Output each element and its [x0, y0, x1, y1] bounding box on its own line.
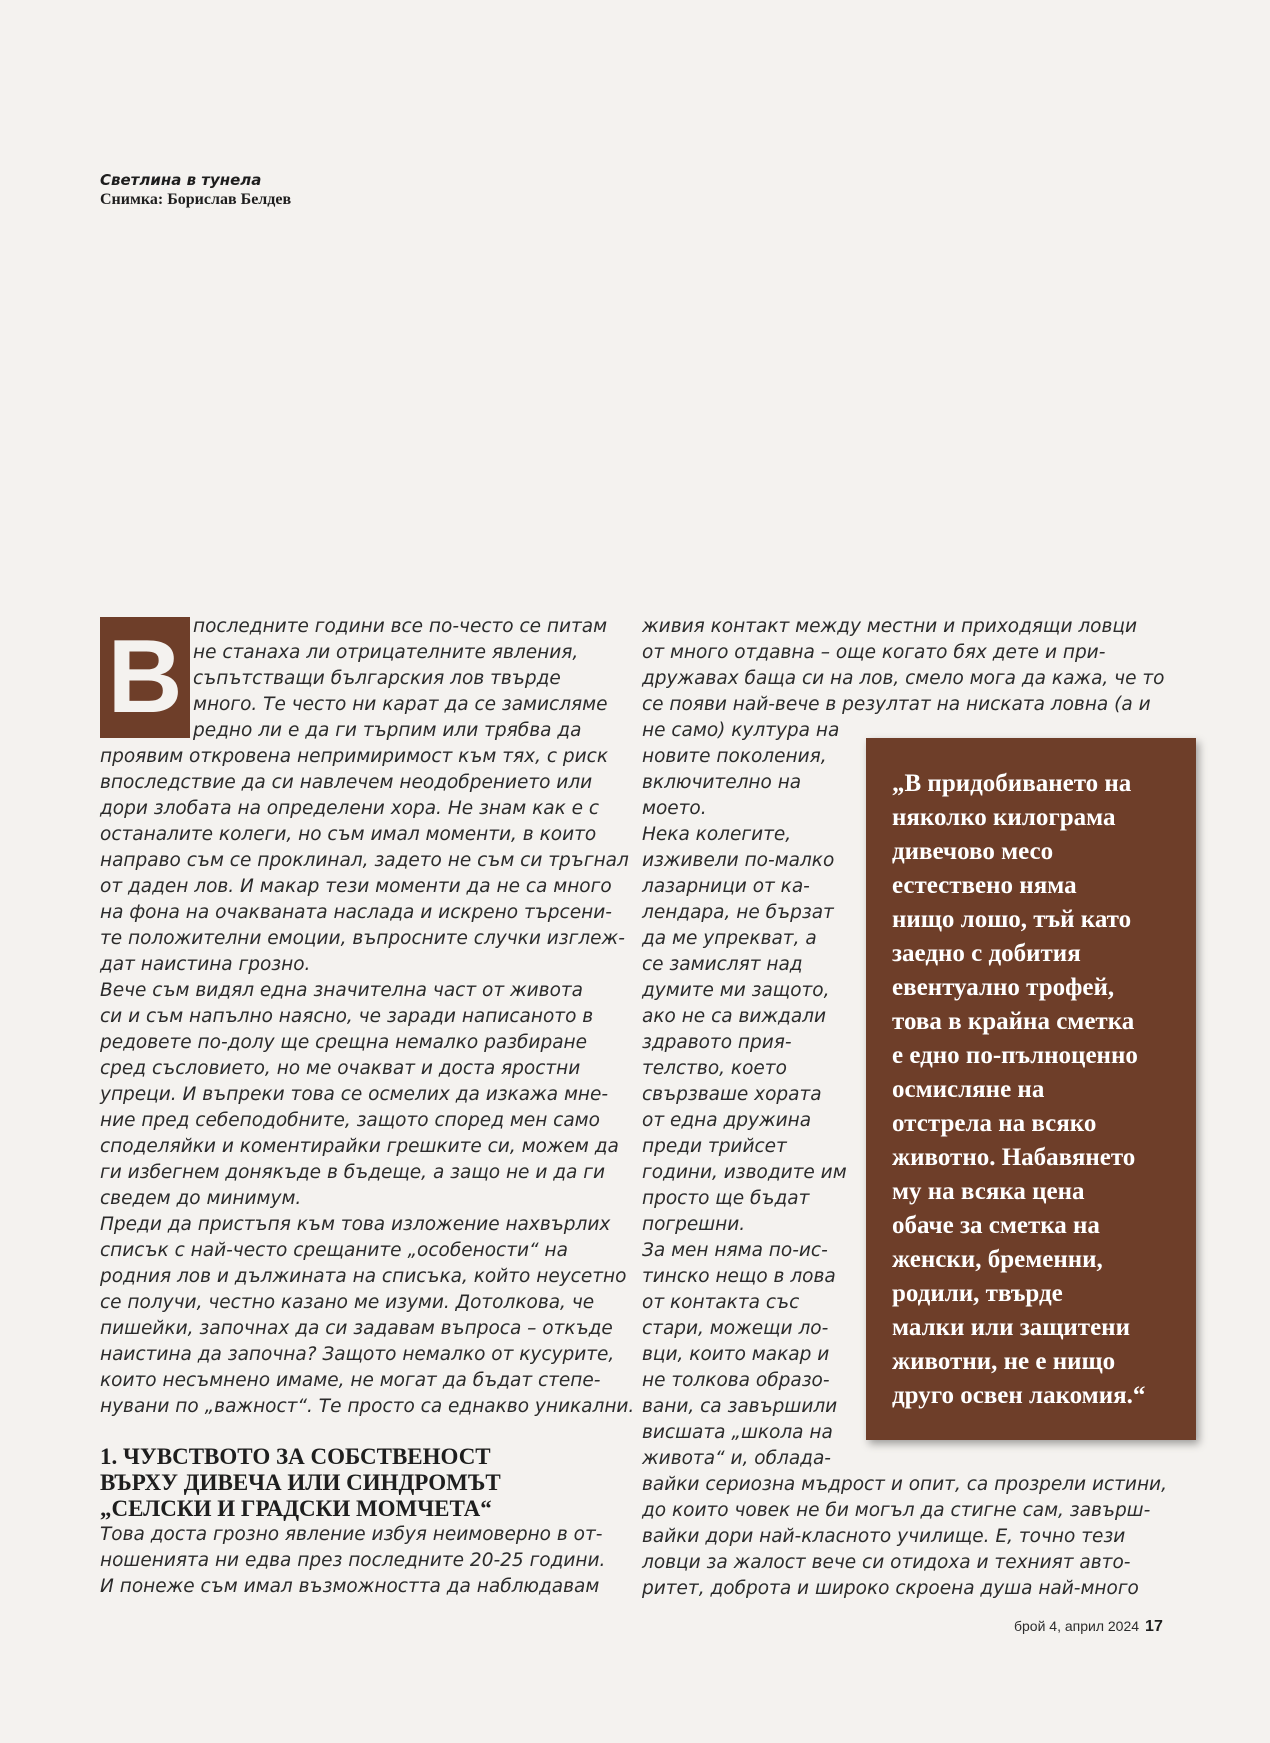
text-line: от контакта със — [642, 1292, 800, 1313]
text-line: родния лов и дължината на списъка, който неусетно — [100, 1266, 627, 1287]
quote-line: животно. Набавянето — [892, 1144, 1136, 1171]
pull-quote-text — [892, 767, 1145, 1413]
article-column-1 — [100, 614, 635, 1420]
text-line: моето. — [642, 798, 707, 819]
text-line: на фона на очакваната наслада и искрено търсени- — [100, 902, 612, 923]
text-line: погрешни. — [642, 1214, 746, 1235]
heading-line: 1. ЧУВСТВОТО ЗА СОБСТВЕНОСТ — [100, 1444, 491, 1469]
text-line: вайки сериозна мъдрост и опит, са прозрели истини, — [642, 1474, 1167, 1495]
text-line: вайки дори най-класното училище. Е, точно тези — [642, 1526, 1126, 1547]
quote-line: животни, не е нищо — [892, 1348, 1116, 1375]
text-line: живота“ и, облада- — [642, 1448, 831, 1469]
quote-line: заедно с добития — [892, 940, 1081, 967]
article-column-1-continued — [100, 1522, 620, 1600]
quote-line: естествено няма — [892, 872, 1077, 899]
text-line: от даден лов. И макар тези моменти да не са много — [100, 876, 612, 897]
text-line: вани, са завършили — [642, 1396, 838, 1417]
text-line: си и съм напълно наясно, че заради написаното в — [100, 1006, 594, 1027]
photo-caption — [100, 170, 291, 210]
text-line: думите ми защото, — [642, 980, 830, 1001]
quote-line: отстрела на всяко — [892, 1110, 1097, 1137]
quote-line: е едно по-пълноценно — [892, 1042, 1138, 1069]
text-line: списък с най-често срещаните „особености“ на — [100, 1240, 568, 1261]
text-line: живия контакт между местни и приходящи ловци — [642, 616, 1138, 637]
text-line: ако не са виждали — [642, 1006, 827, 1027]
text-line: се получи, честно казано ме изуми. Дотолкова, че — [100, 1292, 595, 1313]
page-number: 17 — [1145, 1618, 1163, 1635]
quote-line: родили, твърде — [892, 1280, 1063, 1307]
text-line: редно ли е да ги търпим или трябва да — [193, 720, 582, 741]
text-line: наистина да започна? Защото немалко от кусурите, — [100, 1344, 615, 1365]
text-line: сред съсловието, но ме очакват и доста яростни — [100, 1058, 581, 1079]
quote-line: малки или защитени — [892, 1314, 1130, 1341]
text-line: телство, което — [642, 1058, 787, 1079]
quote-line: обаче за сметка на — [892, 1212, 1100, 1239]
text-line: впоследствие да си навлечем неодобрението или — [100, 772, 593, 793]
heading-line: „СЕЛСКИ И ГРАДСКИ МОМЧЕТА“ — [100, 1496, 492, 1521]
quote-line: осмисляне на — [892, 1076, 1045, 1103]
text-line: от една дружина — [642, 1110, 812, 1131]
text-line: ловци за жалост вече си отидоха и техният авто- — [642, 1552, 1131, 1573]
caption-title: Светлина в тунела — [100, 171, 262, 189]
quote-line: дивечово месо — [892, 838, 1054, 865]
text-line: преди трийсет — [642, 1136, 787, 1157]
text-line: проявим откровена непримиримост към тях, с риск — [100, 746, 609, 767]
text-line: лендара, не бързат — [642, 902, 834, 923]
text-line: Вече съм видял една значителна част от живота — [100, 980, 583, 1001]
text-line: изживели по-малко — [642, 850, 835, 871]
text-line: редовете по-долу ще срещна немалко разбиране — [100, 1032, 588, 1053]
text-line: новите поколения, — [642, 746, 827, 767]
text-line: висшата „школа на — [642, 1422, 833, 1443]
text-line: дружавах баща си на лов, смело мога да кажа, че то — [642, 668, 1165, 689]
text-line: които несъмнено имаме, не могат да бъдат степе- — [100, 1370, 601, 1391]
text-line: И понеже съм имал възможността да наблюдавам — [100, 1576, 600, 1597]
page-footer — [1014, 1618, 1163, 1636]
text-line: до които човек не би могъл да стигне сам, завърш- — [642, 1500, 1151, 1521]
text-line: дат наистина грозно. — [100, 954, 311, 975]
pull-quote-box — [866, 738, 1196, 1440]
text-line: Нека колегите, — [642, 824, 792, 845]
text-line: последните години все по-често се питам — [193, 616, 608, 637]
text-line: свързваше хората — [642, 1084, 822, 1105]
text-line: ношенията ни едва през последните 20-25 години. — [100, 1550, 606, 1571]
text-line: сведем до минимум. — [100, 1188, 302, 1209]
text-line: дори злобата на определени хора. Не знам как е с — [100, 798, 600, 819]
issue-label: брой 4, април 2024 — [1014, 1618, 1140, 1634]
text-line: стари, можещи ло- — [642, 1318, 829, 1339]
section-heading — [100, 1444, 501, 1522]
text-line: да ме упрекват, а — [642, 928, 817, 949]
quote-line: нищо лошо, тъй като — [892, 906, 1132, 933]
heading-line: ВЪРХУ ДИВЕЧА ИЛИ СИНДРОМЪТ — [100, 1470, 501, 1495]
text-line: включително на — [642, 772, 802, 793]
text-line: За мен няма по-ис- — [642, 1240, 828, 1261]
quote-line: друго освен лакомия.“ — [892, 1382, 1146, 1409]
text-line: упреци. И въпреки това се осмелих да изкажа мне- — [100, 1084, 609, 1105]
text-line: не само) култура на — [642, 720, 840, 741]
text-line: от много отдавна – още когато бях дете и при- — [642, 642, 1106, 663]
quote-line: няколко килограма — [892, 804, 1116, 831]
text-line: ние пред себеподобните, защото според мен само — [100, 1110, 600, 1131]
photo-credit: Снимка: Борислав Белдев — [100, 191, 292, 208]
drop-cap-letter: В — [107, 619, 183, 735]
text-line: Преди да пристъпя към това изложение нахвърлих — [100, 1214, 611, 1235]
quote-line: „В придобиването на — [892, 770, 1132, 797]
text-line: пишейки, започнах да си задавам въпроса – откъде — [100, 1318, 613, 1339]
quote-line: женски, бременни, — [892, 1246, 1103, 1273]
text-line: вци, които макар и — [642, 1344, 830, 1365]
text-line: не станаха ли отрицателните явления, — [193, 642, 579, 663]
text-line: те положителни емоции, въпросните случки изглеж- — [100, 928, 625, 949]
text-line: нувани по „важност“. Те просто са еднакво уникални. — [100, 1396, 635, 1417]
text-line: ритет, доброта и широко скроена душа най-много — [642, 1578, 1139, 1599]
quote-line: това в крайна сметка — [892, 1008, 1135, 1035]
quote-line: евентуално трофей, — [892, 974, 1115, 1001]
text-line: Това доста грозно явление избуя неимоверно в от- — [100, 1524, 603, 1545]
text-line: не толкова образо- — [642, 1370, 830, 1391]
quote-line: му на всяка цена — [892, 1178, 1085, 1205]
text-line: лазарници от ка- — [642, 876, 810, 897]
text-line: много. Те често ни карат да се замисляме — [193, 694, 608, 715]
text-line: съпътстващи българския лов твърде — [193, 668, 561, 689]
text-line: се замислят над — [642, 954, 803, 975]
text-line: здравото прия- — [642, 1032, 792, 1053]
text-line: години, изводите им — [642, 1162, 847, 1183]
text-line: останалите колеги, но съм имал моменти, в които — [100, 824, 597, 845]
text-line: направо съм се проклинал, задето не съм си тръгнал — [100, 850, 629, 871]
text-line: ги избегнем донякъде в бъдеще, а защо не и да ги — [100, 1162, 605, 1183]
text-line: се появи най-вече в резултат на ниската ловна (а и — [642, 694, 1151, 715]
text-line: споделяйки и коментирайки грешките си, можем да — [100, 1136, 619, 1157]
text-line: тинско нещо в лова — [642, 1266, 836, 1287]
text-line: просто ще бъдат — [642, 1188, 810, 1209]
